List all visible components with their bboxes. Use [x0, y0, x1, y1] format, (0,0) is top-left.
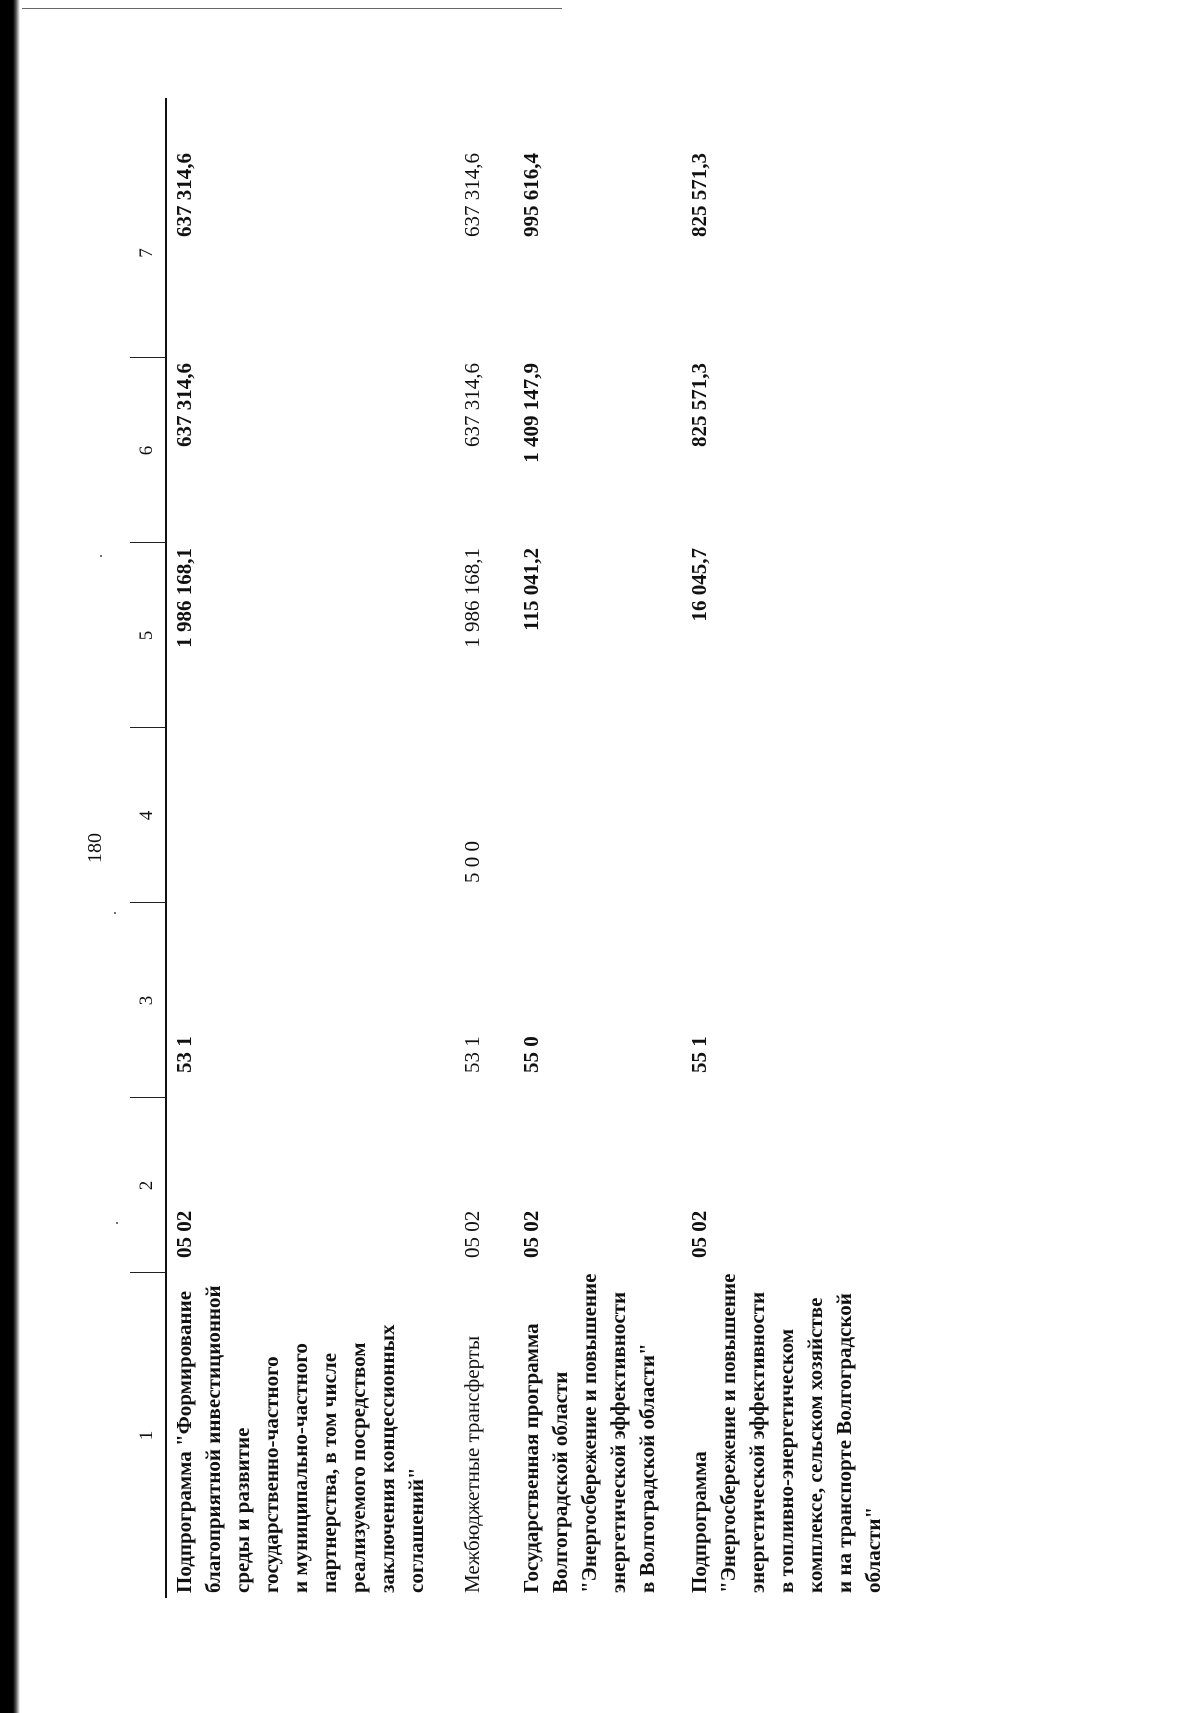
table-row-3-col5: 115 041,2: [519, 548, 543, 631]
name-line: комплексе, сельском хозяйстве: [803, 1297, 827, 1593]
name-line: в топливно-энергетическом: [774, 1328, 798, 1593]
name-line: партнерства, в том числе: [317, 1352, 341, 1593]
name-line: благоприятной инвестиционной: [201, 1285, 225, 1593]
name-line: "Энергосбережение и повышение: [577, 1273, 601, 1593]
table-row-2-target: 53 1: [460, 1036, 484, 1073]
table-row-4-section: 05 02: [687, 1210, 711, 1258]
table-row-2-col7: 637 314,6: [460, 153, 484, 237]
name-line: и муниципально-частного: [288, 1343, 312, 1593]
table-row-2-expense-type: 5 0 0: [460, 841, 484, 883]
table-row-3-col6: 1 409 147,9: [519, 363, 543, 463]
name-line: энергетической эффективности: [606, 1291, 630, 1593]
header-rule: [165, 98, 167, 1598]
table-row-4-col6: 825 571,3: [687, 363, 711, 447]
scan-speck: [114, 912, 116, 914]
table-row-3-section: 05 02: [519, 1210, 543, 1258]
name-line: соглашений": [404, 1467, 428, 1593]
table-row-1-col5: 1 986 168,1: [172, 548, 196, 648]
name-line: Подпрограмма: [687, 1451, 711, 1593]
table-row-1-col7: 637 314,6: [172, 153, 196, 237]
name-line: Государственная программа: [519, 1323, 543, 1593]
budget-table: [130, 98, 910, 1598]
table-row-3-col7: 995 616,4: [519, 153, 543, 237]
column-number-7: 7: [136, 248, 157, 258]
column-number-3: 3: [136, 995, 157, 1006]
table-row-4-col7: 825 571,3: [687, 153, 711, 237]
name-line: реализуемого посредством: [346, 1342, 370, 1593]
table-row-2-col6: 637 314,6: [460, 363, 484, 447]
table-row-1-section: 05 02: [172, 1210, 196, 1258]
name-line: области": [861, 1506, 885, 1593]
name-line: заключения концессионных: [375, 1324, 399, 1593]
table-row-2-name: [458, 1336, 487, 1593]
name-line: Волгоградской области: [548, 1371, 572, 1593]
name-line: энергетической эффективности: [745, 1291, 769, 1593]
column-number-1: 1: [136, 1430, 157, 1441]
table-row-2-col5: 1 986 168,1: [460, 548, 484, 648]
table-row-3-target: 55 0: [519, 1036, 543, 1073]
name-line: государственно-частного: [259, 1356, 283, 1593]
table-row-1-name: [170, 1285, 431, 1593]
name-line: среды и развитие: [230, 1427, 254, 1593]
scan-top-line: [22, 8, 562, 9]
name-line: и на транспорте Волгоградской: [832, 1293, 856, 1593]
name-line: Межбюджетные трансферты: [460, 1335, 484, 1593]
table-row-4-target: 55 1: [687, 1036, 711, 1073]
table-row-3-name: [517, 1274, 662, 1593]
table-row-1-target: 53 1: [172, 1036, 196, 1073]
name-line: "Энергосбережение и повышение: [716, 1273, 740, 1593]
scan-speck: [116, 1222, 118, 1224]
column-number-2: 2: [136, 1180, 157, 1191]
column-number-4: 4: [136, 810, 157, 821]
table-row-4-name: [685, 1274, 888, 1593]
name-line: в Волгоградской области": [635, 1343, 659, 1593]
column-number-6: 6: [136, 445, 157, 456]
column-number-5: 5: [136, 630, 157, 641]
page-number: 180: [84, 833, 106, 863]
scan-left-edge: [0, 0, 20, 1713]
name-line: Подпрограмма "Формирование: [172, 1290, 196, 1593]
scan-speck: [100, 555, 102, 557]
table-row-2-section: 05 02: [460, 1210, 484, 1258]
table-row-4-col5: 16 045,7: [687, 548, 711, 622]
table-row-1-col6: 637 314,6: [172, 363, 196, 447]
